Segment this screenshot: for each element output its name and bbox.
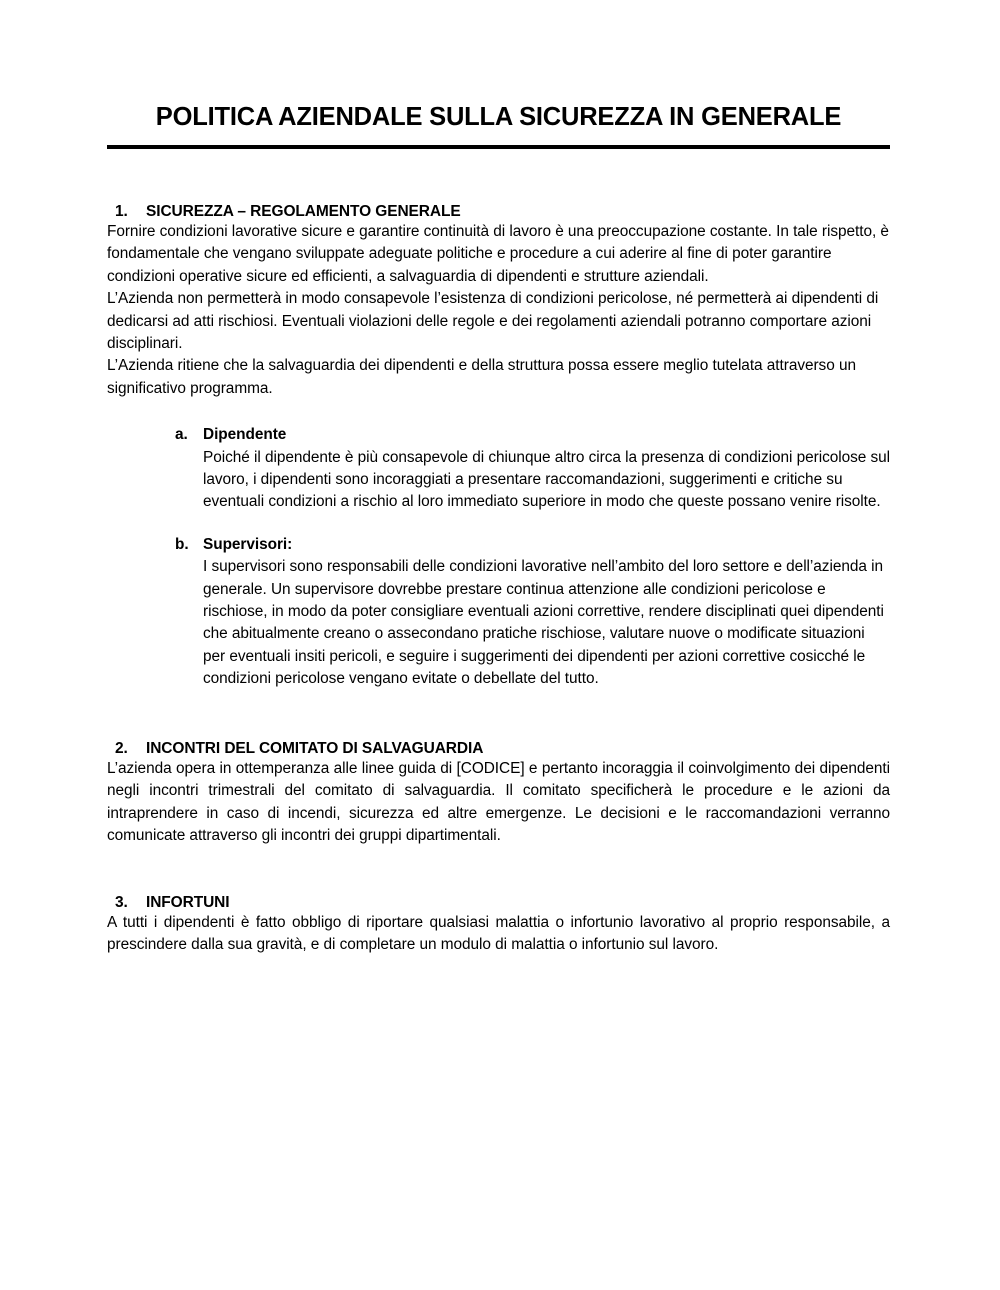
section-title-2: INCONTRI DEL COMITATO DI SALVAGUARDIA [146,739,484,757]
section-3-paragraph-1: A tutti i dipendenti è fatto obbligo di riportare qualsiasi malattia o infortunio lavorativo al proprio responsabile, a prescindere dalla sua gravità, e di completare un modulo di malattia o infortunio sul lavoro. [107,914,890,954]
section-1-paragraph-3: L’Azienda ritiene che la salvaguardia dei dipendenti e della struttura possa essere meglio tutelata attraverso un significativo programma. [107,357,856,397]
list-item-title-a: Dipendente [203,426,287,444]
section-1-paragraph-2: L’Azienda non permetterà in modo consapevole l’esistenza di condizioni pericolose, né permetterà ai dipendenti di dedicarsi ad atti rischiosi. Eventuali violazioni delle regole e dei regolamenti aziendali potranno comportare azioni disciplinari. [107,290,879,352]
list-item-title-b: Supervisori: [203,535,293,553]
section-heading-3 [115,893,890,912]
list-item-text-b: I supervisori sono responsabili delle condizioni lavorative nell’ambito del loro settore e dell’azienda in generale. Un supervisore dovrebbe prestare continua attenzione alle condizioni pericolose e rischiose, in modo da poter consigliare eventuali azioni correttive, rendere disciplinati quei dipendenti che abitualmente creano o assecondano pratiche rischiose, valutare nuove o modificate situazioni per eventuali insiti pericoli, e seguire i suggerimenti dei dipendenti per azioni correttive cosicché le condizioni pericolose vengano evitate o debellate del tutto. [203,558,884,688]
list-item-body-b [203,534,890,691]
list-item [175,424,890,514]
section-1-paragraph-1: Fornire condizioni lavorative sicure e garantire continuità di lavoro è una preoccupazione costante. In tale rispetto, è fondamentale che vengano sviluppate adeguate politiche e procedure a cui aderire al fine di poter garantire condizioni operative sicure ed efficienti, a salvaguardia di dipendenti e strutture aziendali. [107,222,889,285]
list-item-body-a [203,424,890,514]
section-number-3: 3. [115,893,128,911]
list-item [175,534,890,691]
section-number-1: 1. [115,202,128,220]
section-heading-1 [115,202,890,221]
section-2-paragraph-1: L’azienda opera in ottemperanza alle linee guida di [CODICE] e pertanto incoraggia il coinvolgimento dei dipendenti negli incontri trimestrali del comitato di salvaguardia. Il comitato specificherà le procedure e le azioni da intraprendere in caso di incendi, sicurezza ed altre emergenze. Le decisioni e le raccomandazioni verranno comunicate attraverso gli incontri dei gruppi dipartimentali. [107,760,890,845]
page-title: POLITICA AZIENDALE SULLA SICUREZZA IN GENERALE [155,103,842,131]
section-heading-2 [115,739,890,758]
section-title-3: INFORTUNI [146,893,230,911]
section-title-1: SICUREZZA – REGOLAMENTO GENERALE [146,202,461,220]
list-item-text-a: Poiché il dipendente è più consapevole di chiunque altro circa la presenza di condizioni pericolose sul lavoro, i dipendenti sono incoraggiati a presentare raccomandazioni, suggerimenti e critiche su eventuali condizioni a rischio al loro immediato superiore in modo che queste possano venire risolte. [203,448,891,511]
list-item-marker-a: a. [175,426,188,444]
list-item-marker-b: b. [175,535,189,553]
section-number-2: 2. [115,739,128,757]
title-divider [107,145,890,149]
document-content [107,0,890,957]
section-1-sub-list [107,424,890,690]
